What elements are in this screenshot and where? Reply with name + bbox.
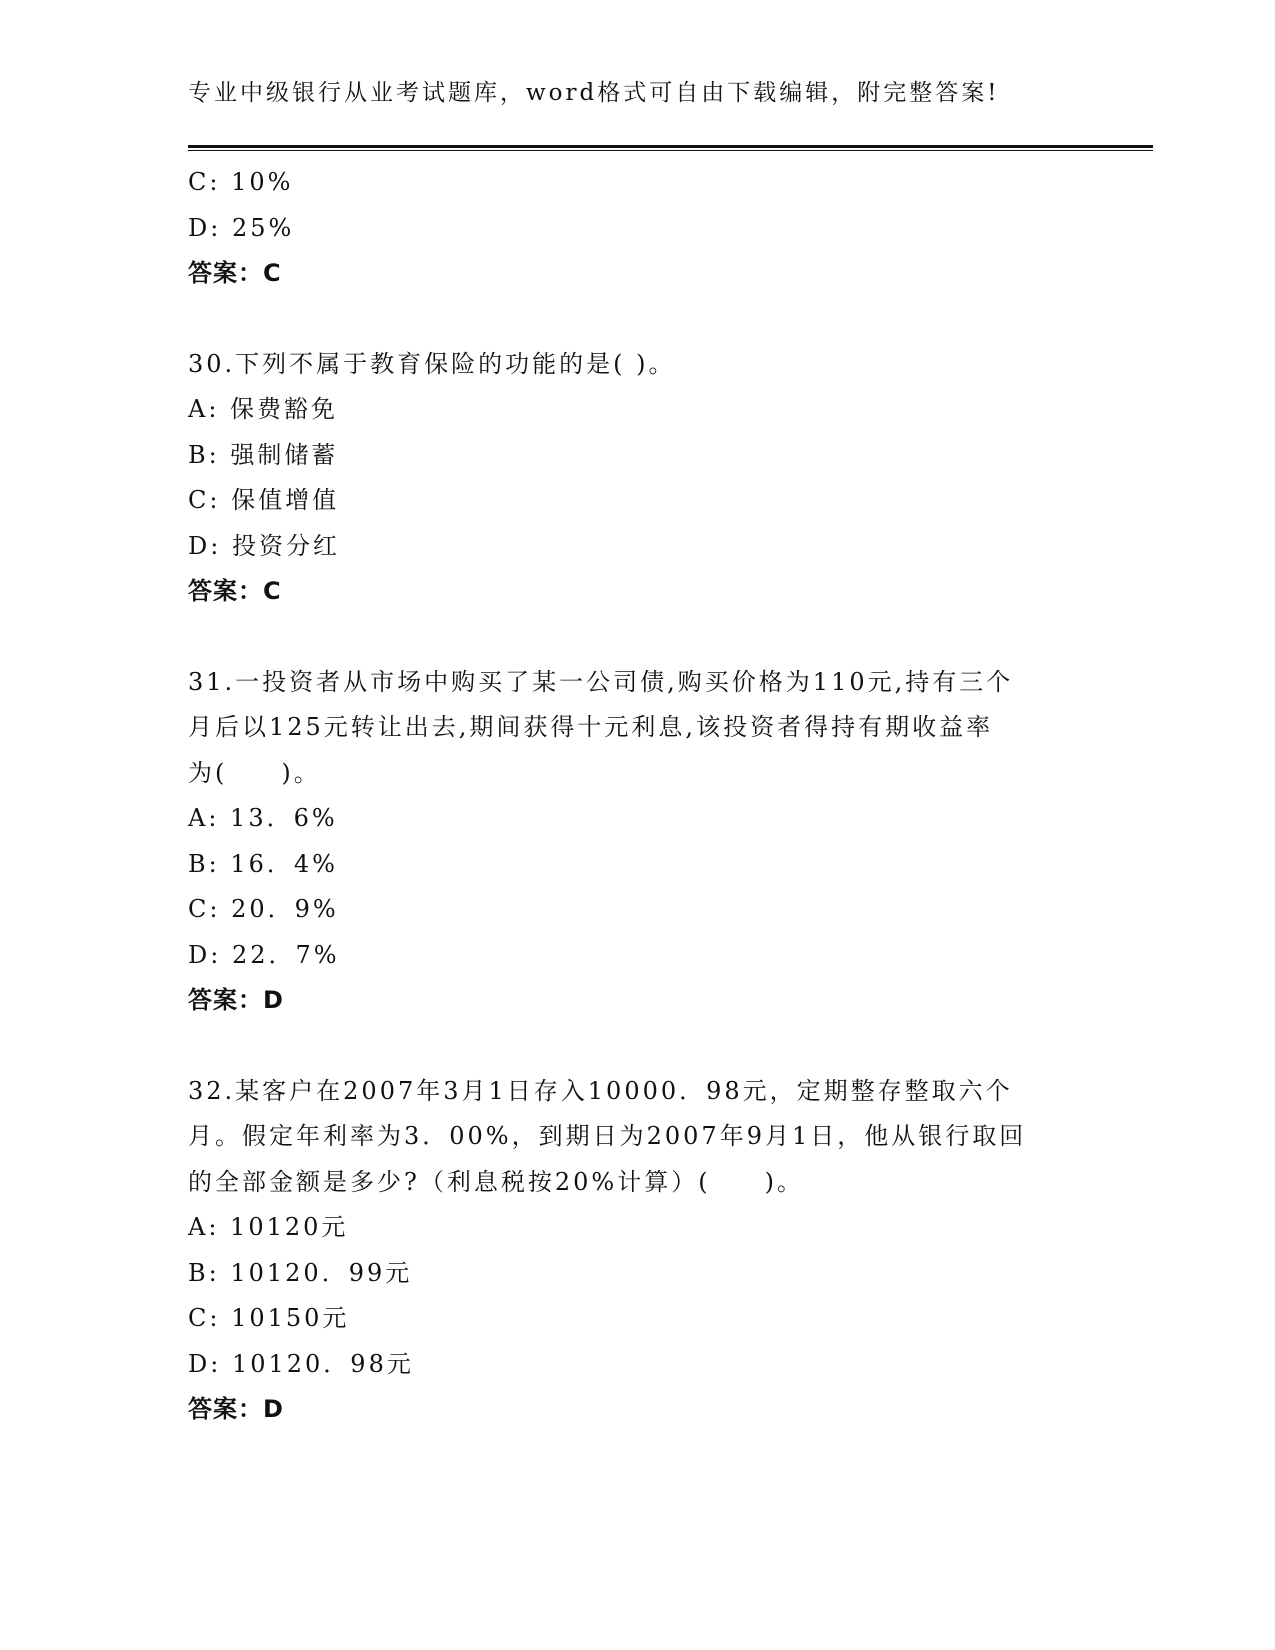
option-c: C: 保值增值 [188,486,340,514]
header-rule-thin [188,150,1153,151]
option-d: D: 25% [188,213,295,242]
option-a: A: 13．6% [188,804,338,832]
question-stem-line: 为( )。 [188,758,321,787]
page-header: 专业中级银行从业考试题库，word格式可自由下载编辑，附完整答案! [188,80,1000,106]
option-a: A: 保费豁免 [188,395,339,423]
option-d: D: 22．7% [188,940,340,969]
question-stem-line: 的全部金额是多少?（利息税按20%计算）( )。 [188,1167,804,1196]
question-31 [188,660,1088,1024]
option-d: D: 投资分红 [188,531,340,560]
header-rule-thick [188,145,1153,148]
answer: 答案：D [188,986,284,1014]
question-stem-line: 31.一投资者从市场中购买了某一公司债,购买价格为110元,持有三个 [188,667,1014,696]
answer: 答案：C [188,259,282,287]
option-b: B: 强制储蓄 [188,440,339,469]
option-c: C: 20．9% [188,895,339,923]
question-32 [188,1069,1088,1433]
question-stem-line: 月。假定年利率为3．00%，到期日为2007年9月1日，他从银行取回 [188,1122,1027,1150]
option-d: D: 10120．98元 [188,1349,414,1378]
question-stem-line: 32.某客户在2007年3月1日存入10000．98元，定期整存整取六个 [188,1076,1013,1105]
option-b: B: 10120．99元 [188,1258,413,1287]
option-c: C: 10150元 [188,1304,350,1332]
question-list [188,160,1088,1433]
question-29-tail [188,160,1088,297]
question-stem-line: 月后以125元转让出去,期间获得十元利息,该投资者得持有期收益率 [188,713,994,741]
option-c: C: 10% [188,168,294,196]
option-b: B: 16．4% [188,849,338,878]
answer: 答案：C [188,577,282,605]
answer: 答案：D [188,1395,284,1423]
option-a: A: 10120元 [188,1213,349,1241]
question-30 [188,342,1088,615]
question-stem: 30.下列不属于教育保险的功能的是( )。 [188,349,676,378]
